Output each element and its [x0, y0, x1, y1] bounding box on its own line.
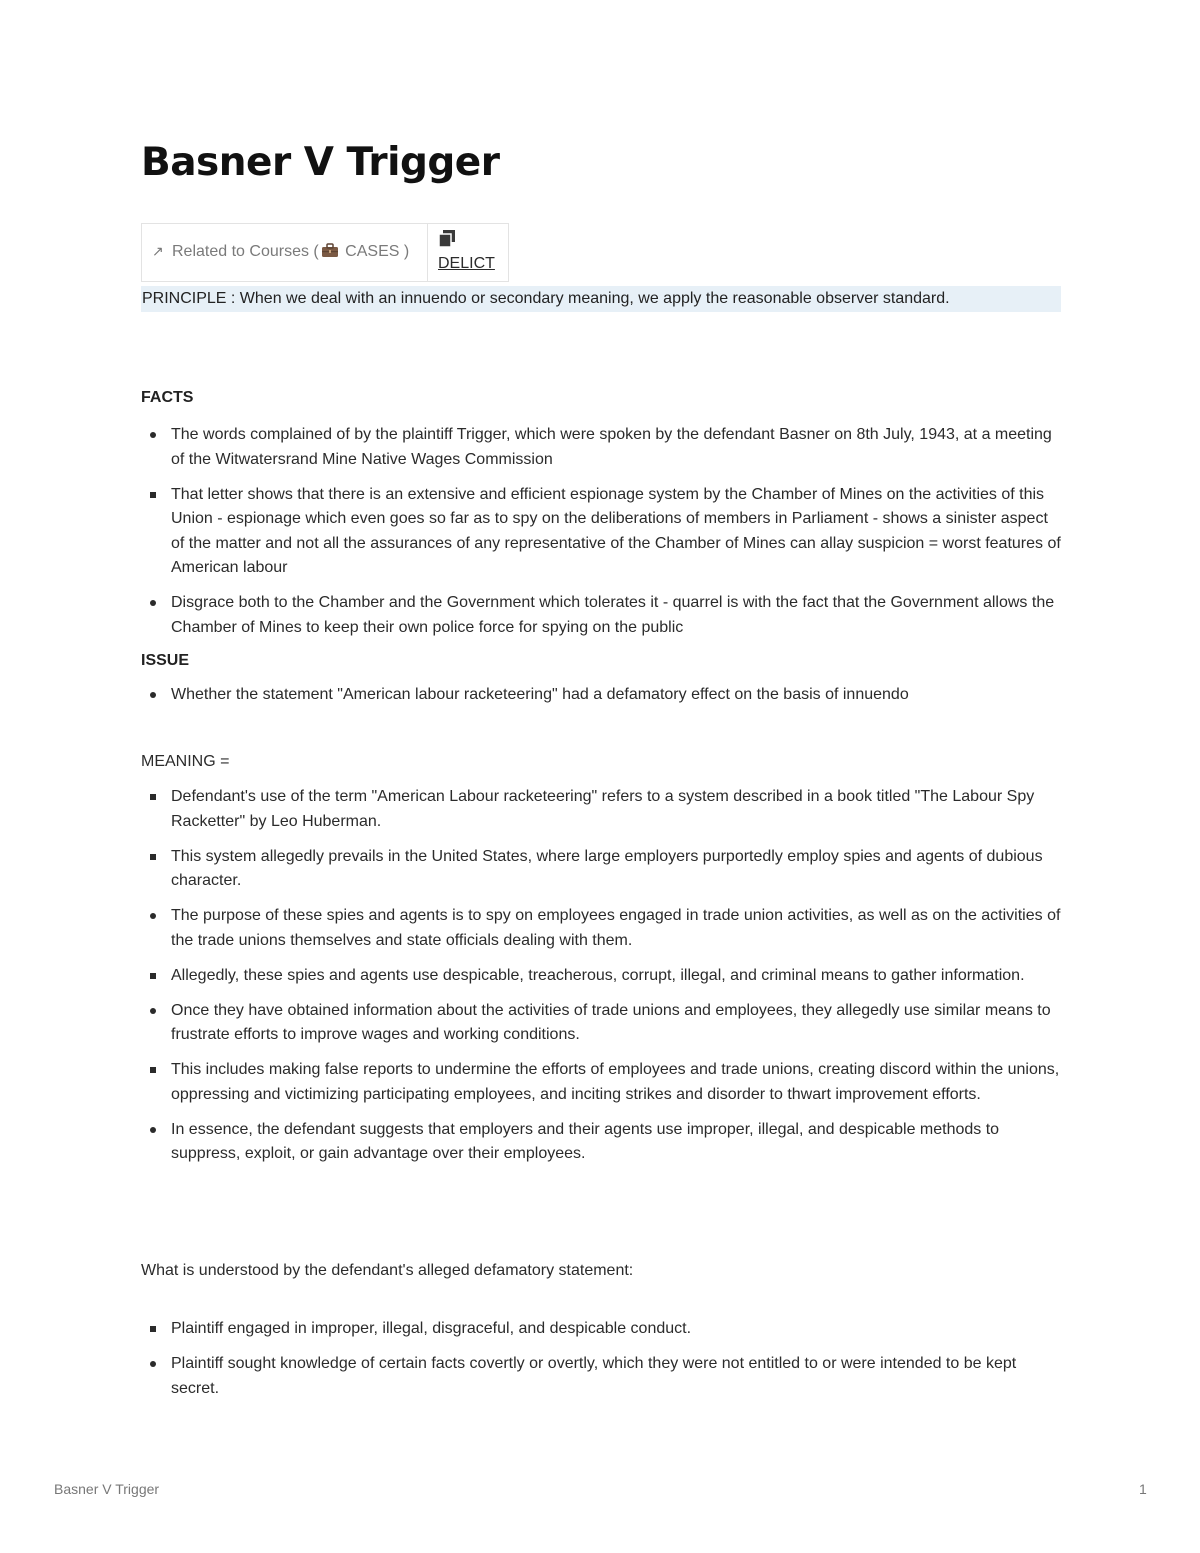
list-item: The purpose of these spies and agents is to spy on employees engaged in trade union activities, as well as on the activities of the trade unions themselves and state officials dealing with them.	[141, 904, 1061, 953]
bullet-icon	[150, 1008, 156, 1014]
list-item: Plaintiff sought knowledge of certain facts covertly or overtly, which they were not entitled to or were intended to be kept secret.	[141, 1352, 1061, 1401]
meaning-list	[141, 785, 1061, 1177]
bullet-icon	[150, 1127, 156, 1133]
page-title: Basner V Trigger	[141, 140, 500, 185]
list-item: Whether the statement "American labour racketeering" had a defamatory effect on the basis of innuendo	[141, 683, 1061, 708]
bullet-icon	[150, 692, 156, 698]
list-item: That letter shows that there is an extensive and efficient espionage system by the Chamber of Mines on the activities of this Union - espionage which even goes so far as to spy on the deliberations of members in Parliament - shows a sinister aspect of the matter and not all the assurances of any representative of the Chamber of Mines can allay suspicion = worst features of American labour	[141, 483, 1061, 581]
bullet-icon	[150, 913, 156, 919]
list-item: Once they have obtained information about the activities of trade unions and employees, they allegedly use similar means to frustrate efforts to improve wages and working conditions.	[141, 999, 1061, 1048]
list-item: In essence, the defendant suggests that employers and their agents use improper, illegal, and despicable methods to suppress, exploit, or gain advantage over their employees.	[141, 1118, 1061, 1167]
understood-list	[141, 1317, 1061, 1412]
footer-title: Basner V Trigger	[54, 1481, 160, 1497]
list-item: The words complained of by the plaintiff Trigger, which were spoken by the defendant Basner on 8th July, 1943, at a meeting of the Witwatersrand Mine Native Wages Commission	[141, 423, 1061, 472]
meaning-heading: MEANING =	[141, 753, 230, 770]
issue-heading: ISSUE	[141, 652, 190, 669]
understood-intro: What is understood by the defendant's alleged defamatory statement:	[141, 1262, 634, 1279]
delict-link[interactable]: DELICT	[438, 255, 495, 272]
list-item: This system allegedly prevails in the United States, where large employers purportedly employ spies and agents of dubious character.	[141, 845, 1061, 894]
document-icon	[438, 230, 498, 253]
facts-heading: FACTS	[141, 389, 194, 406]
property-key-prefix: Related to Courses (	[172, 242, 319, 260]
list-item: This includes making false reports to undermine the efforts of employees and trade unions, creating discord within the unions, oppressing and victimizing participating employees, and inciting strikes and disorder to thwart improvement efforts.	[141, 1058, 1061, 1107]
property-key	[142, 224, 428, 282]
bullet-icon	[150, 600, 156, 606]
bullet-icon	[150, 1326, 156, 1332]
property-key-cases: CASES )	[340, 242, 410, 260]
facts-list	[141, 423, 1061, 651]
bullet-icon	[150, 1361, 156, 1367]
bullet-icon	[150, 794, 156, 800]
list-item: Defendant's use of the term "American Labour racketeering" refers to a system described in a book titled "The Labour Spy Racketter" by Leo Huberman.	[141, 785, 1061, 834]
property-table	[141, 223, 509, 282]
briefcase-icon	[321, 243, 339, 263]
bullet-icon	[150, 492, 156, 498]
bullet-icon	[150, 854, 156, 860]
list-item: Disgrace both to the Chamber and the Government which tolerates it - quarrel is with the fact that the Government allows the Chamber of Mines to keep their own police force for spying on the public	[141, 591, 1061, 640]
property-value	[428, 224, 509, 282]
bullet-icon	[150, 973, 156, 979]
page-number: 1	[1139, 1481, 1147, 1497]
north-east-arrow-icon: ↗	[152, 242, 164, 259]
bullet-icon	[150, 1067, 156, 1073]
principle-callout: PRINCIPLE : When we deal with an innuendo or secondary meaning, we apply the reasonable observer standard.	[141, 286, 1061, 312]
list-item: Allegedly, these spies and agents use despicable, treacherous, corrupt, illegal, and criminal means to gather information.	[141, 964, 1061, 989]
property-row-related-courses	[142, 224, 509, 282]
issue-list	[141, 683, 1061, 718]
list-item: Plaintiff engaged in improper, illegal, disgraceful, and despicable conduct.	[141, 1317, 1061, 1342]
bullet-icon	[150, 432, 156, 438]
